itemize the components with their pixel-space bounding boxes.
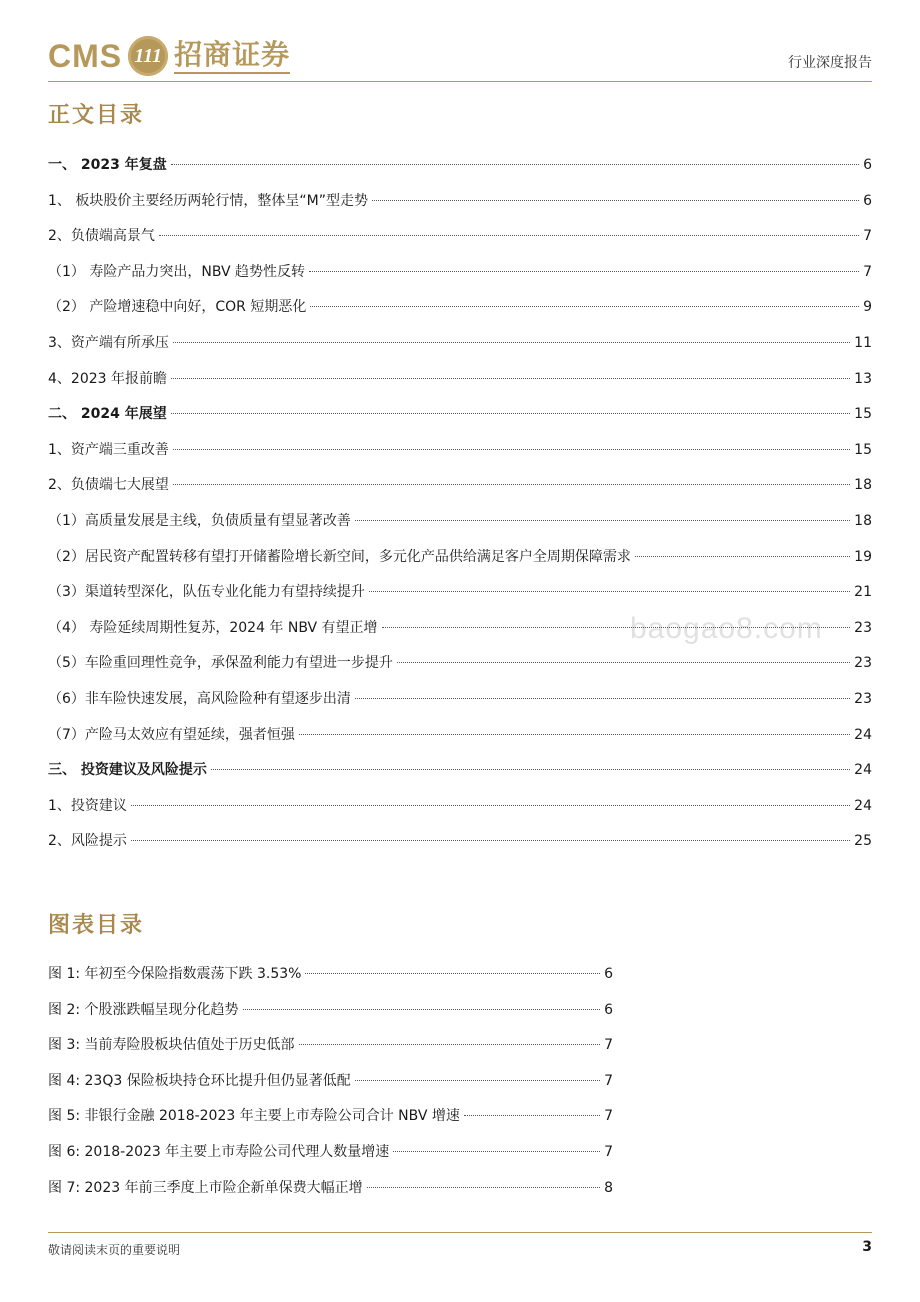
figure-entry[interactable] [48, 1135, 613, 1171]
dot-leader [173, 449, 850, 450]
dot-leader [173, 484, 850, 485]
toc-entry-label: 一、 2023 年复盘 [48, 157, 167, 173]
toc-entry[interactable] [48, 753, 872, 789]
toc-entry-label: （2）居民资产配置转移有望打开储蓄险增长新空间，多元化产品供给满足客户全周期保障需求 [48, 548, 631, 565]
toc-entry-page: 15 [854, 441, 872, 458]
report-type-label: 行业深度报告 [788, 55, 872, 71]
toc-entry[interactable] [48, 718, 872, 754]
toc-entry-label: （4） 寿险延续周期性复苏，2024 年 NBV 有望正增 [48, 619, 378, 636]
footer-divider [48, 1232, 872, 1233]
figure-entry-label: 图 5: 非银行金融 2018-2023 年主要上市寿险公司合计 NBV 增速 [48, 1108, 460, 1125]
figure-entry-page: 7 [604, 1037, 613, 1054]
dot-leader [173, 342, 850, 343]
dot-leader [393, 1151, 600, 1152]
toc-entry-page: 19 [854, 548, 872, 565]
dot-leader [131, 805, 850, 806]
figure-entry[interactable] [48, 1028, 613, 1064]
dot-leader [635, 556, 850, 557]
toc-entry[interactable] [48, 540, 872, 576]
figure-entry-label: 图 3: 当前寿险股板块估值处于历史低部 [48, 1037, 295, 1054]
toc-title: 正文目录 [48, 102, 145, 128]
dot-leader [299, 734, 850, 735]
figure-entry-page: 7 [604, 1108, 613, 1125]
toc-entry-label: 1、 板块股价主要经历两轮行情，整体呈“M”型走势 [48, 192, 368, 209]
toc-entry-page: 11 [854, 334, 872, 351]
toc-entry-page: 13 [854, 370, 872, 387]
figure-list [48, 957, 613, 1206]
toc-entry-page: 18 [854, 477, 872, 494]
figure-entry-label: 图 4: 23Q3 保险板块持仓环比提升但仍显著低配 [48, 1072, 351, 1089]
figure-entry-label: 图 6: 2018-2023 年主要上市寿险公司代理人数量增速 [48, 1143, 390, 1160]
toc-entry-label: 4、2023 年报前瞻 [48, 370, 167, 387]
toc-entry-label: 3、资产端有所承压 [48, 334, 169, 351]
page-header [48, 30, 872, 82]
toc-entry[interactable] [48, 789, 872, 825]
dot-leader [310, 306, 859, 307]
figure-entry-label: 图 7: 2023 年前三季度上市险企新单保费大幅正增 [48, 1179, 363, 1196]
logo-latin-text: CMS [48, 38, 123, 74]
figure-entry-page: 6 [604, 966, 613, 982]
dot-leader [159, 235, 859, 236]
toc-entry-page: 24 [854, 762, 872, 779]
footer-disclaimer: 敬请阅读末页的重要说明 [48, 1243, 181, 1257]
toc-entry-label: （1）高质量发展是主线，负债质量有望显著改善 [48, 512, 351, 529]
toc-entry-label: 1、投资建议 [48, 797, 127, 814]
dot-leader [397, 662, 850, 663]
toc-entry-label: （1） 寿险产品力突出，NBV 趋势性反转 [48, 263, 306, 280]
toc-entry-page: 21 [854, 584, 872, 601]
toc-entry[interactable] [48, 646, 872, 682]
dot-leader [355, 1080, 600, 1081]
logo-emblem-icon: 111 [128, 36, 168, 76]
page-number: 3 [862, 1239, 872, 1255]
toc-entry[interactable] [48, 433, 872, 469]
dot-leader [171, 164, 859, 165]
figure-entry-page: 7 [604, 1143, 613, 1160]
toc-entry[interactable] [48, 824, 872, 860]
dot-leader [355, 698, 850, 699]
figure-entry[interactable] [48, 1064, 613, 1100]
dot-leader [464, 1115, 600, 1116]
toc-entry-page: 18 [854, 512, 872, 529]
toc-entry[interactable] [48, 184, 872, 220]
toc-entry-label: （2） 产险增速稳中向好，COR 短期恶化 [48, 299, 307, 316]
toc-entry[interactable] [48, 682, 872, 718]
dot-leader [211, 769, 850, 770]
header-divider [48, 81, 872, 82]
toc-entry-page: 24 [854, 797, 872, 814]
toc-entry-page: 15 [854, 406, 872, 423]
toc-entry[interactable] [48, 362, 872, 398]
dot-leader [367, 1187, 600, 1188]
watermark: baogao8.com [630, 612, 823, 645]
cms-logo [48, 34, 290, 78]
dot-leader [131, 840, 850, 841]
toc-entry[interactable] [48, 397, 872, 433]
dot-leader [305, 973, 600, 974]
dot-leader [372, 200, 859, 201]
toc-entry[interactable] [48, 504, 872, 540]
toc-entry-page: 9 [863, 299, 872, 316]
dot-leader [355, 520, 850, 521]
toc-entry[interactable] [48, 148, 872, 184]
toc-entry-label: 2、负债端高景气 [48, 228, 155, 245]
figure-entry-label: 图 1: 年初至今保险指数震荡下跌 3.53% [48, 966, 302, 982]
toc-entry[interactable] [48, 290, 872, 326]
toc-entry-page: 23 [854, 619, 872, 636]
figure-entry[interactable] [48, 1099, 613, 1135]
figure-list-title: 图表目录 [48, 912, 145, 938]
toc-entry-page: 23 [854, 690, 872, 707]
figure-entry-label: 图 2: 个股涨跌幅呈现分化趋势 [48, 1001, 239, 1018]
toc-entry-label: 1、资产端三重改善 [48, 441, 169, 458]
toc-entry-label: （7）产险马太效应有望延续，强者恒强 [48, 726, 295, 743]
toc-entry-page: 24 [854, 726, 872, 743]
toc-entry-page: 7 [863, 228, 872, 245]
dot-leader [171, 378, 850, 379]
toc-entry[interactable] [48, 219, 872, 255]
logo-chinese-text: 招商证券 [174, 38, 290, 74]
figure-entry[interactable] [48, 1171, 613, 1207]
toc-entry-label: （5）车险重回理性竞争，承保盈利能力有望进一步提升 [48, 655, 393, 672]
toc-entry-label: 三、 投资建议及风险提示 [48, 762, 207, 779]
toc-entry[interactable] [48, 468, 872, 504]
dot-leader [171, 413, 850, 414]
toc-entry-page: 6 [863, 192, 872, 209]
dot-leader [243, 1009, 601, 1010]
toc-entry[interactable] [48, 255, 872, 291]
toc-entry-label: （6）非车险快速发展，高风险险种有望逐步出清 [48, 690, 351, 707]
dot-leader [369, 591, 850, 592]
toc-entry-page: 6 [863, 157, 872, 173]
toc-entry[interactable] [48, 575, 872, 611]
toc-entry-label: 2、风险提示 [48, 833, 127, 850]
toc-entry[interactable] [48, 326, 872, 362]
dot-leader [309, 271, 859, 272]
figure-entry[interactable] [48, 957, 613, 993]
figure-entry-page: 8 [604, 1179, 613, 1196]
toc-entry-label: 二、 2024 年展望 [48, 406, 167, 423]
figure-entry-page: 6 [604, 1001, 613, 1018]
figure-entry-page: 7 [604, 1072, 613, 1089]
table-of-contents [48, 148, 872, 860]
toc-entry-page: 23 [854, 655, 872, 672]
toc-entry-label: （3）渠道转型深化，队伍专业化能力有望持续提升 [48, 584, 365, 601]
toc-entry-page: 7 [863, 263, 872, 280]
toc-entry-page: 25 [854, 833, 872, 850]
toc-entry-label: 2、负债端七大展望 [48, 477, 169, 494]
figure-entry[interactable] [48, 993, 613, 1029]
dot-leader [299, 1044, 601, 1045]
